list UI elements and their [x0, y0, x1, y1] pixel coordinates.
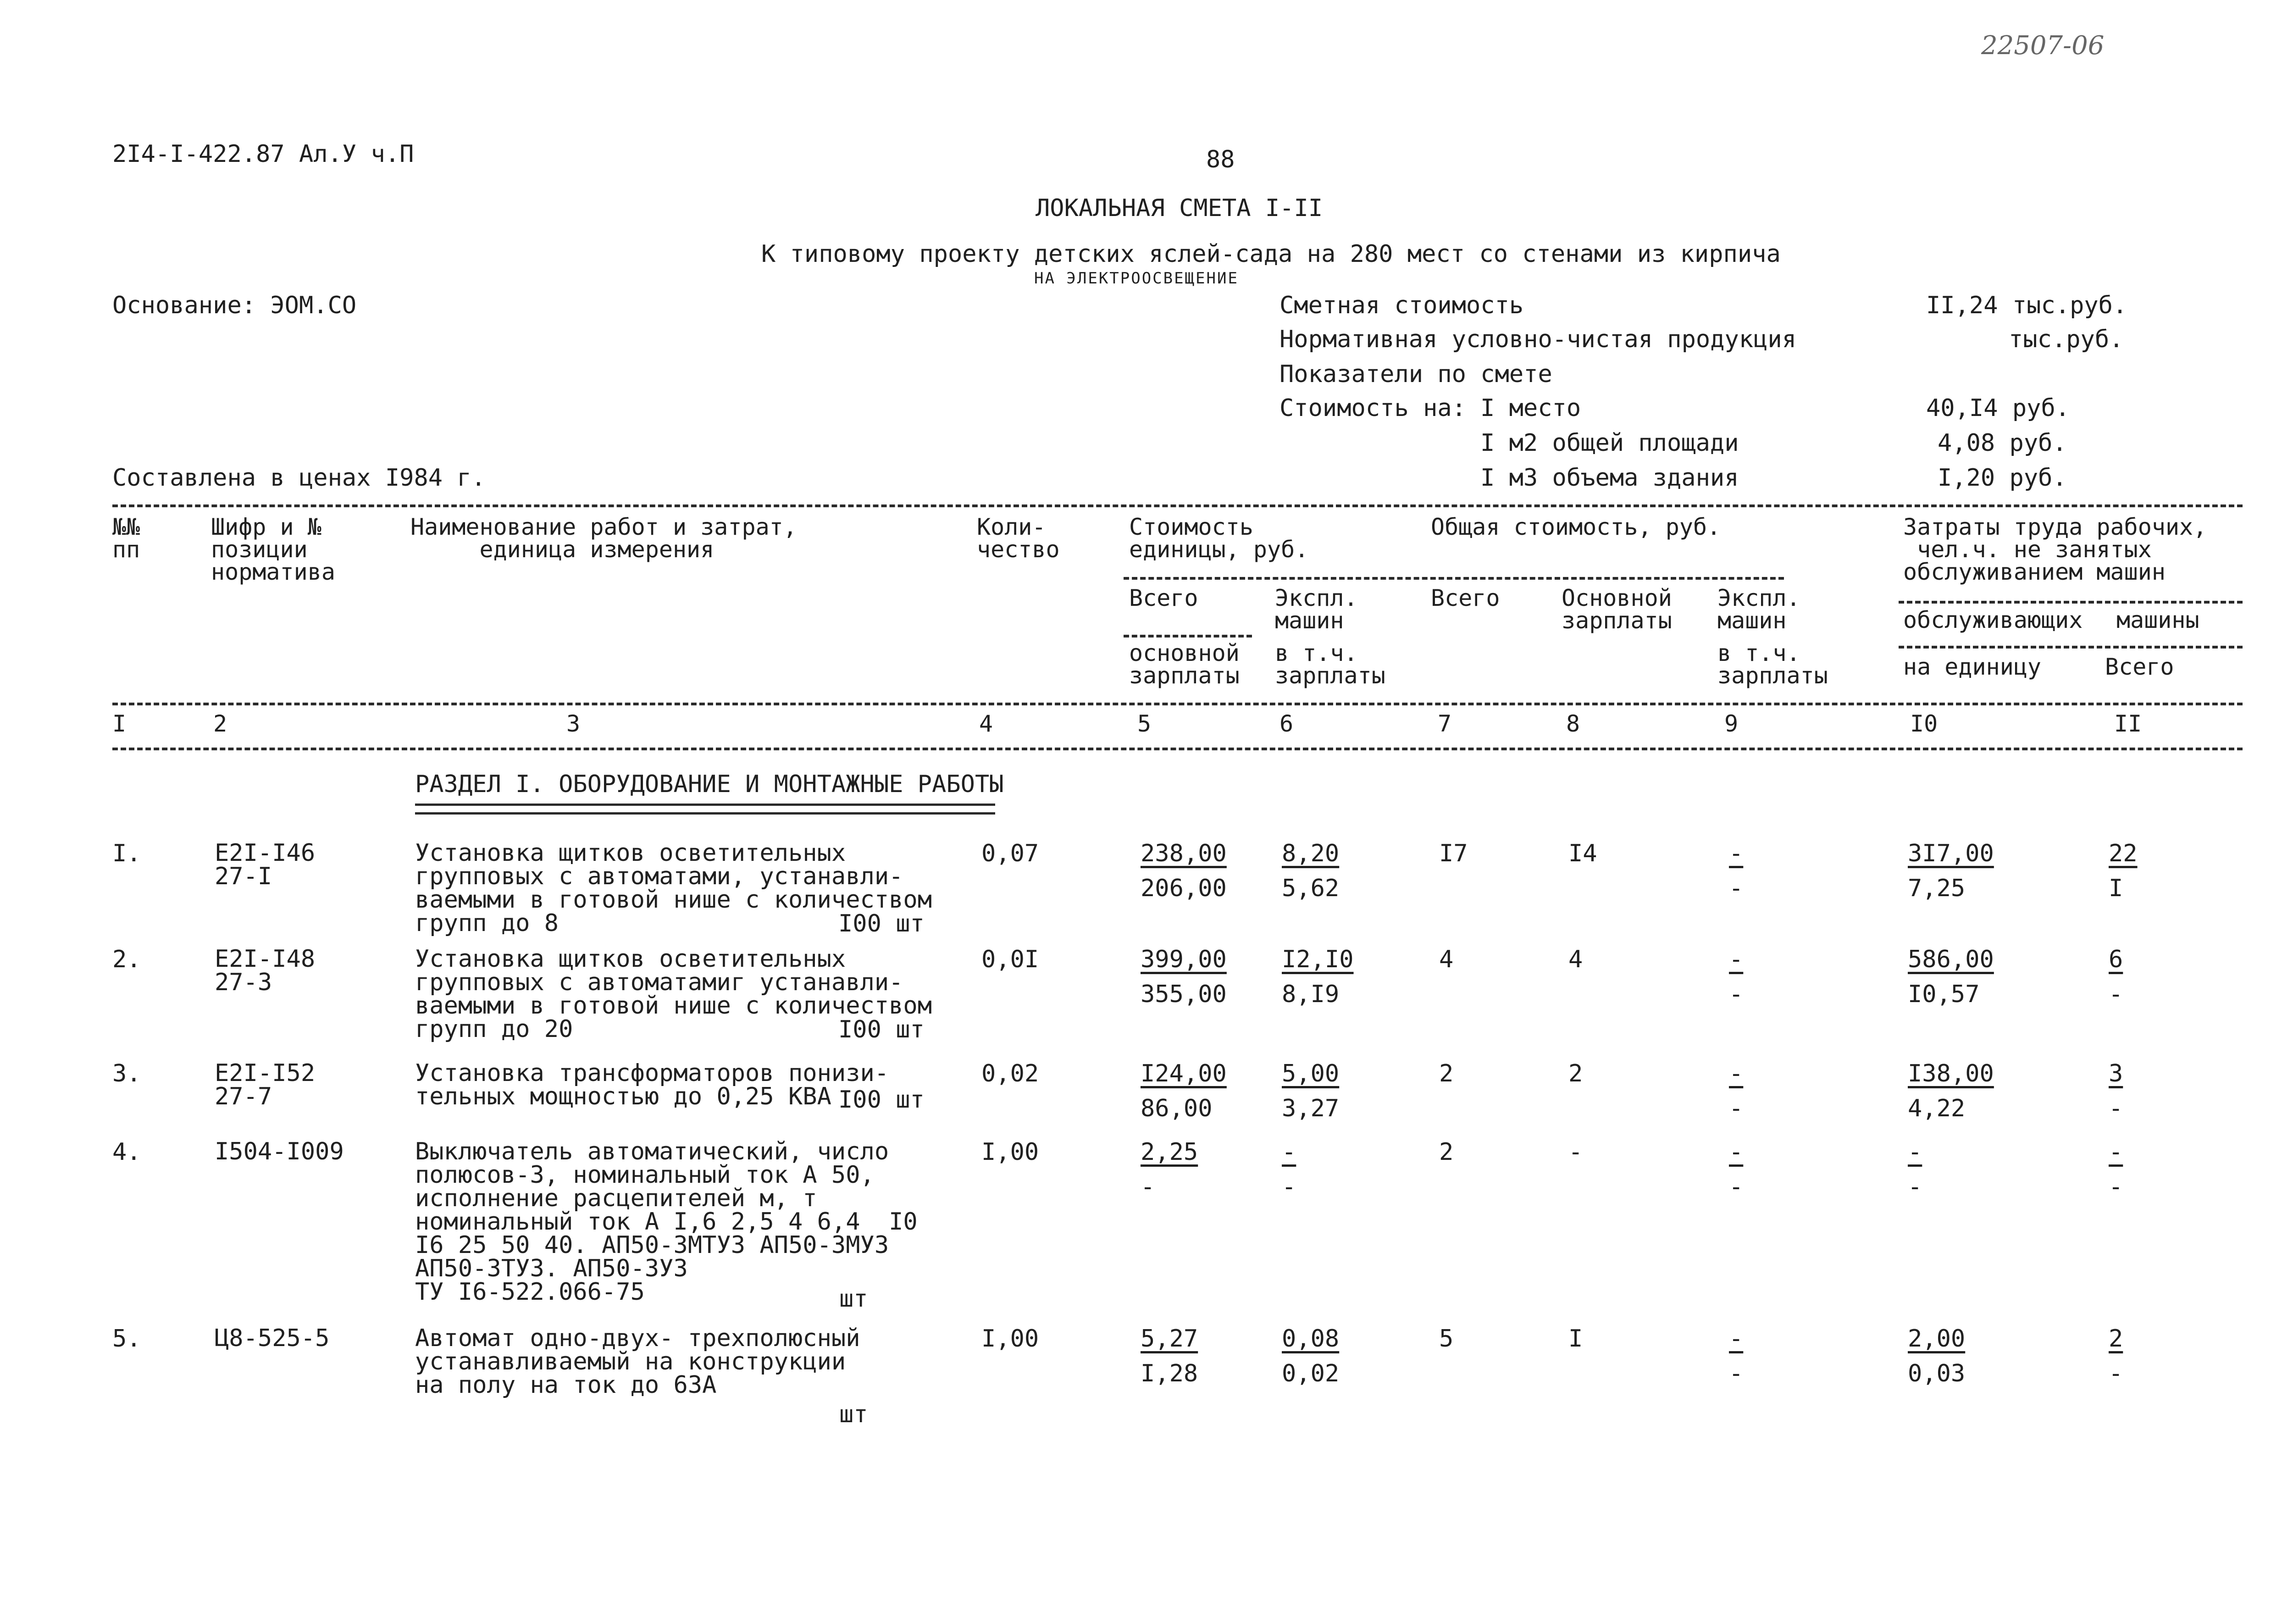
- per-m2-label: I м2 общей площади: [1480, 429, 1739, 457]
- row-unit-machines: I2,I0: [1282, 946, 1354, 973]
- col-number: 6: [1279, 710, 1294, 737]
- row-total-wages: 4: [1568, 946, 1583, 973]
- row-unit-cost-wages: 86,00: [1141, 1095, 1213, 1122]
- row-labor-per-unit-wages: 4,22: [1908, 1095, 1966, 1122]
- row-work-name: Установка щитков осветительных групповых с автоматами, устанавли- ваемыми в готовой нише с количеством групп до 8: [415, 839, 932, 937]
- cost-per-label: Стоимость на:: [1279, 394, 1466, 422]
- col-number: 3: [566, 710, 581, 737]
- section-title: РАЗДЕЛ I. ОБОРУДОВАНИЕ И МОНТАЖНЫЕ РАБОТЫ: [415, 770, 1004, 798]
- row-work-name: Выключатель автоматический, число полюсов-3, номинальный ток А 50, исполнение расцепителей м, т номинальный ток А I,6 2,5 4 6,4 I0 I6 25 50 40. АП50-3МТУ3 АП50-3МУ3 АП50-3ТУ3. АП50-3У3 ТУ I6-522.066-75: [415, 1138, 918, 1306]
- net-production-label: Нормативная условно-чистая продукция: [1279, 326, 1797, 353]
- row-code: Е2I-I48 27-3: [215, 945, 316, 996]
- row-quantity: I,00: [981, 1138, 1039, 1166]
- row-unit-machines: 8,20: [1282, 840, 1340, 867]
- row-quantity: 0,02: [981, 1060, 1039, 1087]
- row-quantity: I,00: [981, 1325, 1039, 1352]
- row-quantity: 0,07: [981, 840, 1039, 867]
- row-number: 4.: [112, 1138, 141, 1166]
- row-labor-total: -: [2109, 1138, 2123, 1166]
- col-number: 5: [1137, 710, 1152, 737]
- row-total-cost: 5: [1439, 1325, 1454, 1352]
- row-total-cost: I7: [1439, 840, 1468, 867]
- row-labor-per-unit-wages: 0,03: [1908, 1360, 1966, 1387]
- row-unit-machines-wages: 0,02: [1282, 1360, 1340, 1387]
- row-unit-cost-total: 2,25: [1141, 1138, 1198, 1166]
- row-labor-per-unit: 3I7,00: [1908, 840, 1994, 867]
- row-unit-machines-wages: 5,62: [1282, 875, 1340, 902]
- row-labor-total: 3: [2109, 1060, 2123, 1087]
- col-number: 2: [213, 710, 227, 737]
- row-total-machines-wages: -: [1729, 1360, 1744, 1387]
- row-unit-cost-total: 238,00: [1141, 840, 1227, 867]
- row-work-name: Установка трансформаторов понизи- тельных мощностью до 0,25 КВА: [415, 1059, 889, 1110]
- row-total-machines: -: [1729, 1138, 1744, 1166]
- col-header-7: Всего: [1431, 585, 1500, 611]
- row-labor-total: 2: [2109, 1325, 2123, 1352]
- basis-label: Основание: ЭОМ.СО: [112, 292, 357, 319]
- row-total-machines-wages: -: [1729, 981, 1744, 1008]
- col-numbers-rule: [112, 748, 2243, 750]
- per-place-label: I место: [1480, 394, 1581, 422]
- row-unit-machines-wages: 3,27: [1282, 1095, 1340, 1122]
- row-labor-per-unit: 586,00: [1908, 946, 1994, 973]
- row-labor-total-wages: -: [2109, 1095, 2123, 1122]
- row-total-machines: -: [1729, 1060, 1744, 1087]
- row-code: Е2I-I46 27-I: [215, 839, 316, 890]
- row-labor-per-unit-wages: I0,57: [1908, 981, 1980, 1008]
- row-unit-machines-wages: -: [1282, 1173, 1296, 1201]
- col-header-8: Основной зарплаты: [1562, 585, 1672, 634]
- row-unit: I00 шт: [838, 1086, 925, 1114]
- row-labor-per-unit: I38,00: [1908, 1060, 1994, 1087]
- row-unit: шт: [839, 1401, 868, 1428]
- row-labor-total: 6: [2109, 946, 2123, 973]
- row-unit: I00 шт: [838, 910, 925, 937]
- col-header-11b: Всего: [2105, 654, 2174, 680]
- row-labor-per-unit-wages: 7,25: [1908, 875, 1966, 902]
- col-header-9a: Экспл. машин: [1717, 585, 1800, 634]
- col-number: 8: [1566, 710, 1580, 737]
- per-m3-value: I,20 руб.: [1938, 464, 2067, 492]
- row-number: 2.: [112, 946, 141, 973]
- row-unit: I00 шт: [838, 1016, 925, 1043]
- subheader-rule-labor: [1899, 601, 2243, 604]
- row-work-name: Автомат одно-двух- трехполюсный устанавливаемый на конструкции на полу на ток до 63А: [415, 1325, 860, 1399]
- per-place-value: 40,I4 руб.: [1926, 394, 2070, 422]
- col-number: I0: [1910, 710, 1938, 737]
- col-header-6a: Экспл. машин: [1275, 585, 1358, 634]
- col-number: I: [112, 710, 127, 737]
- row-total-wages: -: [1568, 1138, 1583, 1166]
- row-unit-cost-wages: -: [1141, 1173, 1155, 1201]
- section-double-underline: [415, 804, 995, 815]
- row-work-name: Установка щитков осветительных групповых с автоматамиг устанавли- ваемыми в готовой нише с количеством групп до 20: [415, 945, 932, 1043]
- col-header-5a: Всего: [1129, 585, 1198, 611]
- col-header-5b: основной зарплаты: [1129, 640, 1240, 689]
- row-total-machines-wages: -: [1729, 1173, 1744, 1201]
- row-code: I504-I009: [215, 1138, 344, 1165]
- col-header-11a: машины: [2116, 607, 2199, 633]
- net-production-value: тыс.руб.: [2009, 326, 2124, 353]
- row-unit-machines: -: [1282, 1138, 1296, 1166]
- row-labor-total-wages: -: [2109, 1360, 2123, 1387]
- col-header-qty: Коли- чество: [977, 514, 1060, 563]
- row-total-machines: -: [1729, 946, 1744, 973]
- col-header-code: Шифр и № позиции норматива: [211, 514, 335, 585]
- header-bottom-rule: [112, 703, 2243, 705]
- table-top-rule: [112, 504, 2243, 507]
- subheader-rule-labor-2: [1899, 646, 2243, 648]
- col-number: II: [2114, 710, 2142, 737]
- col-header-9b: в т.ч. зарплаты: [1717, 640, 1828, 689]
- col-header-total-cost: Общая стоимость, руб.: [1431, 514, 1721, 540]
- prices-year: Составлена в ценах I984 г.: [112, 464, 486, 492]
- col-number: 7: [1438, 710, 1452, 737]
- row-total-wages: 2: [1568, 1060, 1583, 1087]
- row-unit-machines: 0,08: [1282, 1325, 1340, 1352]
- row-total-machines: -: [1729, 840, 1744, 867]
- col-header-num: №№ пп: [112, 514, 140, 563]
- col-number: 4: [979, 710, 993, 737]
- row-unit-cost-total: 5,27: [1141, 1325, 1198, 1352]
- row-unit: шт: [839, 1285, 868, 1313]
- per-m3-label: I м3 объема здания: [1480, 464, 1739, 492]
- subheader-rule-5: [1124, 635, 1252, 637]
- row-number: 5.: [112, 1325, 141, 1352]
- row-total-machines-wages: -: [1729, 1095, 1744, 1122]
- col-header-10b: на единицу: [1903, 654, 2042, 680]
- row-total-cost: 2: [1439, 1060, 1454, 1087]
- row-total-wages: I: [1568, 1325, 1583, 1352]
- subtitle-note: НА ЭЛЕКТРООСВЕЩЕНИЕ: [1034, 269, 1239, 288]
- estimated-cost-value: II,24 тыс.руб.: [1926, 292, 2127, 319]
- row-labor-per-unit: -: [1908, 1138, 1922, 1166]
- row-total-wages: I4: [1568, 840, 1597, 867]
- row-number: 3.: [112, 1060, 141, 1087]
- subheader-rule-cost: [1124, 577, 1784, 580]
- row-total-machines: -: [1729, 1325, 1744, 1352]
- page-number: 88: [1206, 146, 1235, 173]
- estimated-cost-label: Сметная стоимость: [1279, 292, 1524, 319]
- row-code: Е2I-I52 27-7: [215, 1059, 316, 1110]
- per-m2-value: 4,08 руб.: [1938, 429, 2067, 457]
- row-code: Ц8-525-5: [215, 1325, 330, 1352]
- row-labor-total-wages: -: [2109, 1173, 2123, 1201]
- indicators-label: Показатели по смете: [1279, 360, 1552, 388]
- row-unit-machines: 5,00: [1282, 1060, 1340, 1087]
- row-labor-total: 22: [2109, 840, 2138, 867]
- col-header-unit-cost: Стоимость единицы, руб.: [1129, 514, 1309, 563]
- col-header-labor: Затраты труда рабочих, чел.ч. не занятых обслуживанием машин: [1903, 514, 2207, 585]
- document-subtitle: К типовому проекту детских яслей-сада на 280 мест со стенами из кирпича: [761, 240, 1781, 268]
- row-unit-cost-wages: 355,00: [1141, 981, 1227, 1008]
- row-unit-cost-wages: I,28: [1141, 1360, 1198, 1387]
- row-labor-total-wages: I: [2109, 875, 2123, 902]
- row-unit-machines-wages: 8,I9: [1282, 981, 1340, 1008]
- row-unit-cost-total: I24,00: [1141, 1060, 1227, 1087]
- row-labor-total-wages: -: [2109, 981, 2123, 1008]
- row-labor-per-unit: 2,00: [1908, 1325, 1966, 1352]
- col-header-10a: обслуживающих: [1903, 607, 2083, 633]
- col-header-name: Наименование работ и затрат, единица измерения: [410, 514, 797, 563]
- row-total-cost: 4: [1439, 946, 1454, 973]
- project-code: 2I4-I-422.87 Ал.У ч.П: [112, 140, 414, 168]
- row-unit-cost-total: 399,00: [1141, 946, 1227, 973]
- row-total-machines-wages: -: [1729, 875, 1744, 902]
- col-header-6b: в т.ч. зарплаты: [1275, 640, 1385, 689]
- row-labor-per-unit-wages: -: [1908, 1173, 1922, 1201]
- row-unit-cost-wages: 206,00: [1141, 875, 1227, 902]
- row-number: I.: [112, 840, 141, 867]
- row-quantity: 0,0I: [981, 946, 1039, 973]
- archive-number: 22507-06: [1981, 31, 2105, 61]
- document-title: ЛОКАЛЬНАЯ СМЕТА I-II: [1036, 194, 1323, 222]
- col-number: 9: [1724, 710, 1739, 737]
- row-total-cost: 2: [1439, 1138, 1454, 1166]
